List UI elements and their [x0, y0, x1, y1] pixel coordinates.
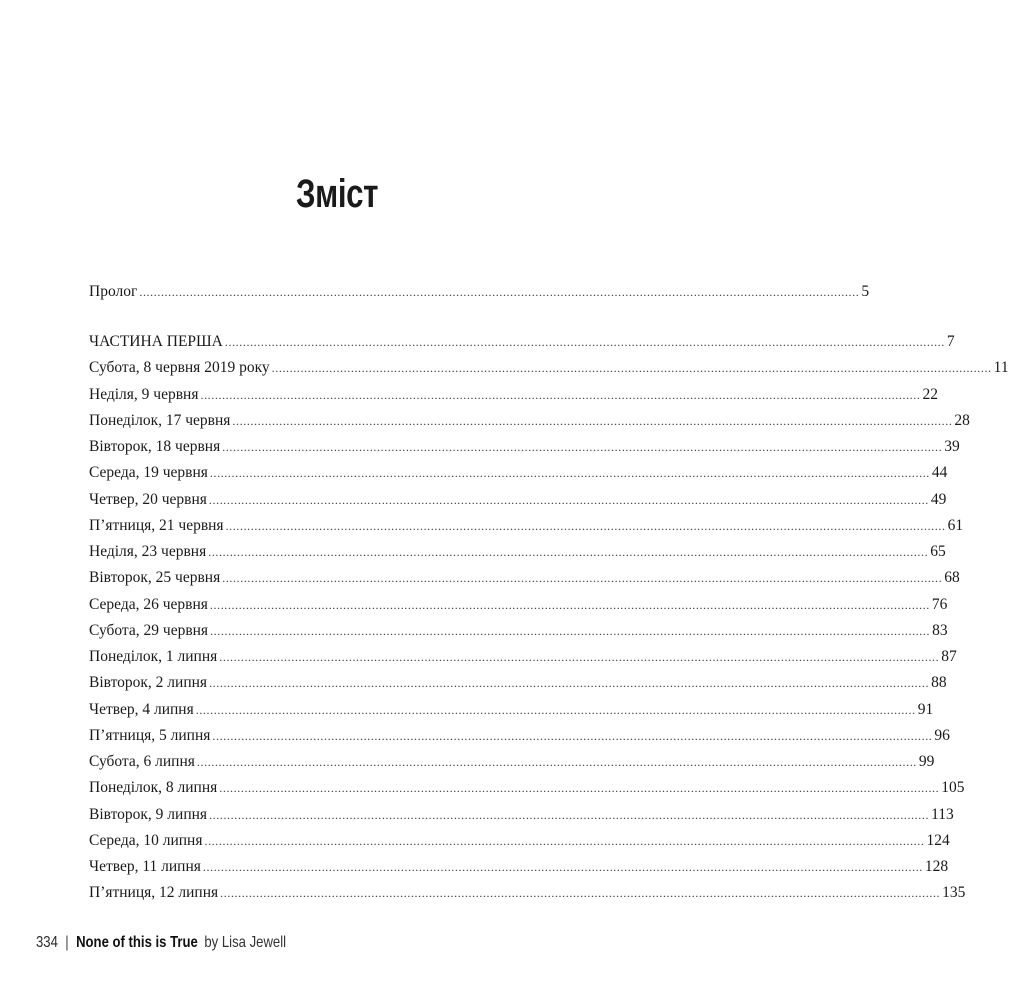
toc-entry-page: 87: [941, 648, 957, 665]
dot-leader: ........................................................................................................................................................................................................: [225, 518, 946, 533]
toc-entry-label: Четвер, 4 липня: [89, 700, 194, 718]
toc-entry: [89, 750, 935, 774]
toc-entry-page: 7: [946, 333, 955, 350]
toc-entry: [89, 776, 965, 800]
page-title: Зміст: [296, 172, 378, 216]
dot-leader: ........................................................................................................................................................................................................: [202, 860, 923, 874]
toc-entry: [89, 461, 948, 485]
toc-entry-label: Середа, 19 червня: [89, 464, 208, 482]
toc-entry: [89, 671, 947, 695]
toc-entry-label: Середа, 26 червня: [89, 595, 208, 613]
dot-leader: ........................................................................................................................................................................................................: [200, 387, 921, 402]
toc-entry-page: 28: [954, 411, 970, 429]
dot-leader: ........................................................................................................................................................................................................: [209, 676, 930, 691]
toc-entry-label: Вівторок, 25 червня: [89, 569, 221, 587]
toc-entry: [89, 356, 1009, 380]
toc-entry-page: 22: [922, 385, 938, 403]
toc-entry: [89, 330, 955, 354]
toc-entry-page: 39: [944, 438, 960, 455]
toc-entry-page: 49: [930, 490, 947, 508]
toc-entry: [89, 409, 970, 433]
toc-entry-label: Понеділок, 1 липня: [89, 648, 218, 665]
toc-entry-label: Субота, 8 червня 2019 року: [89, 359, 270, 377]
toc-entry-page: 135: [942, 884, 966, 902]
toc-entry: [89, 540, 946, 564]
toc-entry-page: 88: [931, 674, 947, 692]
toc-entry-page: 65: [930, 543, 946, 560]
toc-entry-label: Неділя, 23 червня: [89, 543, 207, 560]
dot-leader: ........................................................................................................................................................................................................: [219, 650, 940, 664]
dot-leader: ........................................................................................................................................................................................................: [204, 833, 925, 848]
dot-leader: ........................................................................................................................................................................................................: [209, 466, 930, 481]
toc-entry-page: 96: [934, 726, 950, 744]
footer-page-number: 334: [36, 934, 58, 951]
toc-entry-label: Вівторок, 18 червня: [89, 438, 221, 455]
toc-entry-label: Пролог: [89, 283, 138, 300]
dot-leader: ........................................................................................................................................................................................................: [222, 571, 943, 586]
toc-entry-page: 113: [931, 805, 954, 823]
toc-entry-label: Субота, 6 липня: [89, 753, 195, 770]
dot-leader: ........................................................................................................................................................................................................: [139, 285, 860, 299]
toc-entry-label: Вівторок, 2 липня: [89, 674, 208, 692]
footer-book-title: None of this is True: [76, 934, 198, 951]
toc-entry: [89, 829, 950, 853]
toc-entry-label: Четвер, 11 липня: [89, 858, 201, 875]
footer-separator: |: [65, 934, 69, 951]
toc-entry-page: 99: [918, 753, 935, 770]
toc-entry: [89, 724, 950, 748]
toc-entry-label: П’ятниця, 5 липня: [89, 726, 211, 744]
dot-leader: ........................................................................................................................................................................................................: [220, 886, 941, 901]
toc-entry: [89, 803, 954, 827]
dot-leader: ........................................................................................................................................................................................................: [212, 728, 933, 743]
toc-entry: [89, 619, 948, 643]
toc-entry-page: 68: [944, 569, 960, 587]
toc-entry-page: 124: [926, 831, 950, 849]
dot-leader: ........................................................................................................................................................................................................: [222, 440, 943, 454]
toc-entry: [89, 645, 957, 669]
toc-entry-page: 91: [917, 700, 934, 718]
toc-entry: [89, 698, 934, 722]
toc-entry: [89, 514, 964, 538]
dot-leader: ........................................................................................................................................................................................................: [210, 623, 931, 638]
dot-leader: ........................................................................................................................................................................................................: [209, 807, 930, 822]
toc-entry-page: 44: [931, 464, 948, 482]
toc-entry: [89, 435, 960, 459]
toc-entry-label: Понеділок, 17 червня: [89, 411, 231, 429]
toc-entry: [89, 566, 960, 590]
dot-leader: ........................................................................................................................................................................................................: [232, 413, 953, 428]
toc-entry: [89, 488, 947, 512]
toc-entry-label: ЧАСТИНА ПЕРША: [89, 333, 223, 350]
toc-entry-label: Середа, 10 липня: [89, 831, 203, 849]
toc-entry-label: Вівторок, 9 липня: [89, 805, 208, 823]
toc-entry-page: 76: [931, 595, 948, 613]
toc-entry-label: П’ятниця, 21 червня: [89, 516, 224, 534]
toc-entry: [89, 855, 949, 879]
dot-leader: ........................................................................................................................................................................................................: [196, 755, 917, 769]
toc-entry: [89, 383, 938, 407]
toc-entry-label: Субота, 29 червня: [89, 621, 209, 639]
toc-entry-label: Четвер, 20 червня: [89, 490, 207, 508]
toc-entry: [89, 593, 948, 617]
toc-entry-label: Неділя, 9 червня: [89, 385, 199, 403]
dot-leader: ........................................................................................................................................................................................................: [271, 361, 992, 376]
dot-leader: ........................................................................................................................................................................................................: [208, 492, 929, 507]
dot-leader: ........................................................................................................................................................................................................: [224, 335, 945, 349]
toc-entry: [89, 280, 870, 304]
dot-leader: ........................................................................................................................................................................................................: [209, 597, 930, 612]
toc-entry-page: 61: [947, 516, 964, 534]
dot-leader: ........................................................................................................................................................................................................: [208, 545, 929, 559]
toc-entry-label: П’ятниця, 12 липня: [89, 884, 219, 902]
dot-leader: ........................................................................................................................................................................................................: [195, 702, 916, 717]
page-footer: [36, 932, 286, 954]
toc-entry-page: 128: [924, 858, 949, 875]
toc-entry-page: 83: [932, 621, 948, 639]
dot-leader: ........................................................................................................................................................................................................: [219, 781, 940, 796]
toc-entry-label: Понеділок, 8 липня: [89, 779, 218, 797]
toc-entry-page: 11: [993, 359, 1009, 377]
toc-entry: [89, 881, 966, 905]
toc-entry-page: 5: [861, 283, 870, 300]
footer-author: by Lisa Jewell: [204, 934, 287, 951]
toc-entry-page: 105: [941, 779, 965, 797]
